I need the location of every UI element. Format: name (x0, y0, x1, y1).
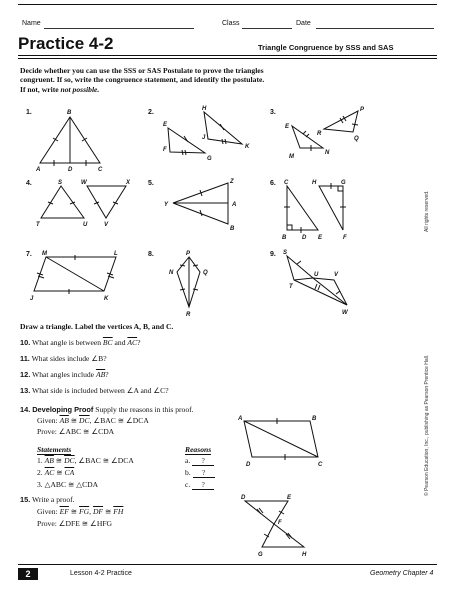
fig-9-number: 9. (270, 251, 276, 258)
fig-4-label: S (58, 180, 63, 186)
reason-c (185, 480, 214, 490)
q15-fig-label: E (287, 495, 292, 501)
question-13 (20, 386, 169, 395)
fig-3-tick (352, 124, 358, 125)
fig-9-label: W (342, 310, 348, 316)
q15-prompt: Write a proof. (32, 495, 75, 504)
fig-6-triangle-2 (319, 186, 343, 230)
fig-6-label: B (282, 235, 287, 241)
instructions-not-possible: not possible. (60, 84, 100, 94)
fig-3-triangle-1 (292, 126, 323, 148)
fig-3-label: R (317, 131, 322, 137)
q15-fig-label: F (278, 520, 282, 526)
fig-9-tick (315, 284, 317, 289)
class-label: Class (222, 20, 240, 27)
fig-5-number: 5. (148, 180, 154, 187)
fig-6-label: F (343, 235, 347, 241)
fig-4-number: 4. (26, 180, 32, 187)
given-label: Given: (37, 507, 58, 516)
segment: $\overline{FH}$ (113, 507, 124, 516)
instructions-text-2: If not, write (20, 84, 59, 94)
fig-9-tick (297, 261, 301, 264)
reason-blank-c[interactable]: ? (192, 480, 214, 490)
question-number: 10. (20, 338, 31, 347)
fig-2-label: K (245, 144, 250, 150)
fig-2-number: 2. (148, 109, 154, 116)
fig-6-label: D (302, 235, 307, 241)
segment: $\overline{DF}$ (92, 507, 104, 516)
fig-9-tick (318, 285, 320, 290)
fig-2-label: G (207, 156, 212, 162)
segment: $\overline{AB}$ (95, 370, 106, 379)
fig-4-label: X (126, 180, 131, 186)
step-number: 2. (37, 468, 43, 477)
question-10 (20, 338, 140, 347)
fig-4-label: T (36, 222, 40, 228)
given-label: Given: (37, 416, 58, 425)
fig-1-number: 1. (26, 109, 32, 116)
fig-6-label: G (341, 180, 346, 186)
segment: $\overline{DC}$ (64, 456, 75, 465)
fig-1-label: D (68, 167, 73, 173)
q15-given: Given: $\overline{EF}$ ≅ $\overline{FG}$, $\overline{DF}$ ≅ $\overline{FH}$ (37, 507, 124, 516)
proof-step-2: 2. $\overline{AC}$ ≅ $\overline{CA}$ (37, 468, 75, 477)
fig-3-tick (303, 131, 306, 134)
segment: $\overline{AC}$ (127, 338, 138, 347)
instructions-text: Decide whether you can use the SSS or SAS Postulate to prove the triangles congruent. If so, write the congruence statement, and identify the postulate. (20, 66, 265, 85)
fig-6-number: 6. (270, 180, 276, 187)
segment: $\overline{FG}$ (79, 507, 90, 516)
proof-step-3 (37, 480, 98, 489)
fig-4-label: V (104, 222, 109, 228)
fig-3-number: 3. (270, 109, 276, 116)
fig-1-label: A (36, 167, 41, 173)
fig-7-label: M (42, 251, 47, 257)
fig-4-triangle-2 (87, 186, 126, 218)
fig-2-tick (225, 139, 226, 144)
fig-8-label: Q (203, 270, 208, 276)
publisher-text: © Pearson Education, Inc., publishing as Pearson Prentice Hall. (424, 354, 430, 496)
q14-diagonal (244, 421, 318, 457)
fig-6-label: H (312, 180, 317, 186)
reason-letter: a. (185, 456, 191, 465)
footer-lesson: Lesson 4-2 Practice (70, 570, 132, 577)
prove-label: Prove: (37, 427, 57, 436)
question-14-heading (20, 405, 194, 414)
segment: $\overline{DC}$ (79, 416, 90, 425)
fig-2-tick (185, 150, 186, 155)
fig-9-label: T (289, 284, 293, 290)
q15-fig-label: D (241, 495, 246, 501)
segment: $\overline{CA}$ (64, 468, 75, 477)
q15-triangle-2 (262, 524, 304, 547)
q14-prove (37, 427, 114, 436)
fig-8-label: N (169, 270, 174, 276)
fig-8-number: 8. (148, 251, 154, 258)
segment: $\overline{AC}$ (44, 468, 55, 477)
q14-fig-label: A (238, 416, 243, 422)
fig-6-label: C (284, 180, 289, 186)
fig-8-tick (193, 265, 198, 266)
question-text: What angles include (32, 370, 96, 379)
question-text: What angle is between (32, 338, 103, 347)
fig-7-diagonal (46, 257, 104, 291)
fig-4-label: U (83, 222, 88, 228)
fig-4-label: W (81, 180, 87, 186)
date-label: Date (296, 20, 311, 27)
question-number: 15. (20, 495, 31, 504)
fig-9-label: S (283, 250, 288, 256)
fig-3-label: E (285, 124, 290, 130)
name-label: Name (22, 20, 41, 27)
question-number: 12. (20, 370, 31, 379)
q15-prove (37, 519, 112, 528)
fig-5-label: Z (230, 179, 234, 185)
fig-2-tick (222, 139, 223, 144)
fig-2-label: H (202, 106, 207, 112)
footer-chapter: Geometry Chapter 4 (370, 570, 434, 577)
fig-8-label: P (186, 251, 191, 257)
question-11 (20, 354, 107, 363)
segment: $\overline{BC}$ (102, 338, 113, 347)
fig-2-label: J (202, 135, 206, 141)
fig-7-label: J (30, 296, 34, 302)
fig-5-label: Y (164, 202, 169, 208)
question-number: 14. (20, 405, 31, 414)
fig-6-triangle-1 (287, 186, 318, 230)
question-number: 11. (20, 354, 30, 363)
reasons-header: Reasons (185, 445, 212, 454)
page-number-box (18, 568, 38, 580)
reason-b (185, 468, 215, 478)
question-15-heading (20, 495, 75, 504)
step-number: 3. (37, 480, 43, 489)
topic-title: Triangle Congruence by SSS and SAS (258, 43, 394, 52)
fig-3-label: N (325, 150, 330, 156)
rights-text: All rights reserved. (424, 190, 430, 232)
fig-2-tick (220, 124, 224, 130)
instructions-2: Draw a triangle. Label the vertices A, B, and C. (20, 322, 174, 331)
fig-2-label: E (163, 122, 168, 128)
q15-fig-label: H (302, 552, 307, 558)
fig-8-label: R (186, 312, 191, 318)
fig-9-triangle-1 (287, 256, 313, 280)
fig-7-number: 7. (26, 251, 32, 258)
fig-7-label: L (114, 251, 118, 257)
page-title: Practice 4-2 (18, 34, 114, 53)
fig-6-right-angle (287, 225, 292, 230)
q14-title: Developing Proof (32, 405, 94, 414)
statements-header: Statements (37, 445, 72, 454)
reason-blank-b[interactable]: ? (193, 468, 215, 478)
reason-a (185, 456, 214, 466)
question-text: and (112, 338, 128, 347)
fig-1-label: C (98, 167, 103, 173)
prove-text: ∠DFE ≅ ∠HFG (58, 519, 113, 528)
prove-text: ∠ABC ≅ ∠CDA (58, 427, 115, 436)
fig-3-label: P (360, 107, 365, 113)
fig-6-label: E (318, 235, 323, 241)
fig-9-label: V (334, 272, 339, 278)
q14-fig-label: C (318, 462, 323, 468)
prove-label: Prove: (37, 519, 57, 528)
fig-5-label: B (230, 226, 235, 232)
fig-1-label: B (67, 110, 72, 116)
fig-9-label: U (314, 272, 319, 278)
fig-7-label: K (104, 296, 109, 302)
step-text: △ABC ≅ △CDA (44, 480, 99, 489)
question-text: ? (105, 370, 109, 379)
question-number: 13. (20, 386, 31, 395)
question-text: What side is included between ∠A and ∠C? (32, 386, 169, 395)
reason-blank-a[interactable]: ? (192, 456, 214, 466)
reason-letter: b. (185, 468, 191, 477)
fig-2-tick (182, 150, 183, 155)
question-text: ? (137, 338, 141, 347)
fig-8-tick (193, 289, 198, 290)
q14-given: Given: $\overline{AB}$ ≅ $\overline{DC}$, ∠BAC ≅ ∠DCA (37, 416, 149, 425)
fig-3-label: M (289, 154, 294, 160)
given-rest: , ∠BAC ≅ ∠DCA (89, 416, 149, 425)
question-text: What sides include ∠B? (31, 354, 107, 363)
fig-5-triangle-2 (173, 203, 228, 224)
segment: $\overline{AB}$ (59, 416, 69, 425)
fig-3-triangle-2 (324, 111, 358, 132)
fig-3-label: Q (354, 136, 359, 142)
q14-prompt: Supply the reasons in this proof. (95, 405, 194, 414)
q14-fig-label: B (312, 416, 317, 422)
fig-6-right-angle (338, 186, 343, 191)
fig-8-tick (180, 289, 185, 290)
segment: $\overline{EF}$ (59, 507, 69, 516)
fig-4-triangle-1 (41, 186, 84, 218)
fig-9-tick (336, 291, 340, 294)
fig-5-label: A (232, 202, 237, 208)
segment: $\overline{AB}$ (44, 456, 54, 465)
step-number: 1. (37, 456, 43, 465)
q14-fig-label: D (246, 462, 251, 468)
q15-fig-label: G (258, 552, 263, 558)
proof-step-1: 1. $\overline{AB}$ ≅ $\overline{DC}$, ∠BAC ≅ ∠DCA (37, 456, 134, 465)
footer-rule (18, 564, 437, 565)
fig-2-label: F (163, 147, 167, 153)
step-rest: , ∠BAC ≅ ∠DCA (74, 456, 134, 465)
question-12 (20, 370, 109, 379)
reason-letter: c. (185, 480, 191, 489)
page-number: 2 (25, 569, 31, 579)
fig-8-tick (180, 265, 185, 266)
